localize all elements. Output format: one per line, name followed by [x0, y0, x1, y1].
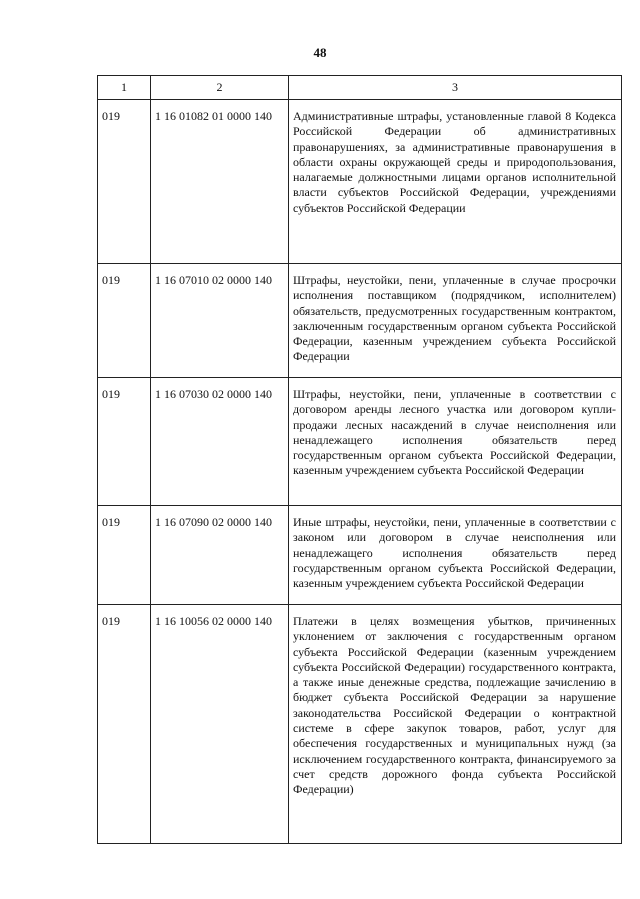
- budget-code-cell: 1 16 07010 02 0000 140: [151, 264, 289, 378]
- budget-classification-table: [97, 75, 622, 844]
- admin-code-cell: 019: [98, 264, 151, 378]
- page-number: 48: [313, 45, 327, 60]
- description-cell: Административные штрафы, установленные главой 8 Кодекса Российской Федерации об административных правонарушениях, за административные правонарушения в области охраны окружающей среды и природопользования, налагаемые должностными лицами органов исполнительной власти субъектов Российской Федерации, учреждениями субъектов Российской Федерации: [289, 100, 622, 264]
- budget-code-cell: 1 16 01082 01 0000 140: [151, 100, 289, 264]
- admin-code-cell: 019: [98, 378, 151, 506]
- admin-code-cell: 019: [98, 100, 151, 264]
- admin-code-cell: 019: [98, 605, 151, 844]
- budget-code-cell: 1 16 10056 02 0000 140: [151, 605, 289, 844]
- description-cell: Штрафы, неустойки, пени, уплаченные в соответствии с договором аренды лесного участка или договором купли-продажи лесных насаждений в случае неисполнения или ненадлежащего исполнения обязательств перед государственным органом субъекта Российской Федерации, казенным учреждением субъекта Российской Федерации: [289, 378, 622, 506]
- table-row: [98, 100, 622, 264]
- budget-code-cell: 1 16 07090 02 0000 140: [151, 506, 289, 605]
- table-header-row: [98, 76, 622, 100]
- header-col-1: 1: [98, 76, 151, 100]
- budget-code-cell: 1 16 07030 02 0000 140: [151, 378, 289, 506]
- description-cell: Штрафы, неустойки, пени, уплаченные в случае просрочки исполнения поставщиком (подрядчиком, исполнителем) обязательств, предусмотренных государственным контрактом, заключенным государственным органом субъекта Российской Федерации, казенным учреждением субъекта Российской Федерации: [289, 264, 622, 378]
- header-col-3: 3: [289, 76, 622, 100]
- description-cell: Платежи в целях возмещения убытков, причиненных уклонением от заключения с государственным органом субъекта Российской Федерации (казенным учреждением субъекта Российской Федерации) государственного контракта, а также иные денежные средства, подлежащие зачислению в бюджет субъекта Российской Федерации за нарушение законодательства Российской Федерации о контрактной системе в сфере закупок товаров, работ, услуг для обеспечения государственных и муниципальных нужд (за исключением государственного контракта, финансируемого за счет средств дорожного фонда субъекта Российской Федерации): [289, 605, 622, 844]
- admin-code-cell: 019: [98, 506, 151, 605]
- table-row: [98, 605, 622, 844]
- table-row: [98, 264, 622, 378]
- table-row: [98, 506, 622, 605]
- description-cell: Иные штрафы, неустойки, пени, уплаченные в соответствии с законом или договором в случае неисполнения или ненадлежащего исполнения обязательств перед государственным органом субъекта Российской Федерации, казенным учреждением субъекта Российской Федерации: [289, 506, 622, 605]
- header-col-2: 2: [151, 76, 289, 100]
- table-row: [98, 378, 622, 506]
